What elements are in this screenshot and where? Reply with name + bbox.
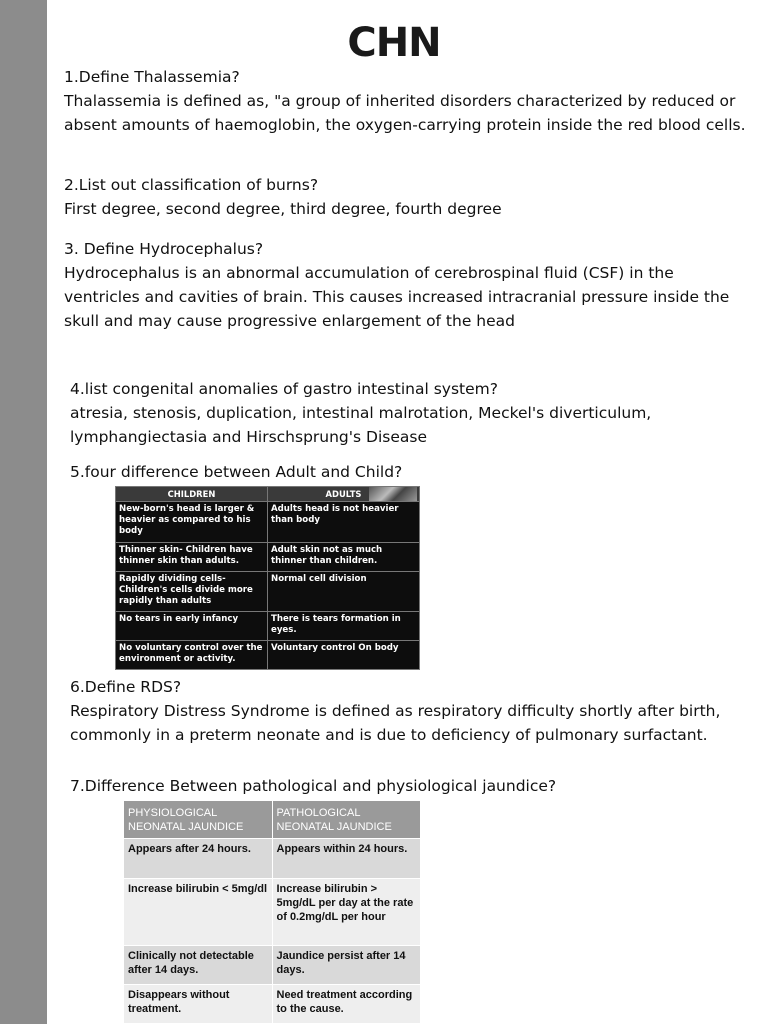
- table-row: [116, 542, 420, 571]
- table-cell: Need treatment according to the cause.: [272, 985, 421, 1024]
- table-row: [124, 985, 421, 1024]
- question-4-text: 4.list congenital anomalies of gastro intestinal system?: [70, 380, 498, 398]
- table-cell: Adult skin not as much thinner than children.: [268, 542, 420, 571]
- table-cell: Voluntary control On body: [268, 641, 420, 670]
- question-1-text: 1.Define Thalassemia?: [64, 68, 240, 86]
- table-header-children: CHILDREN: [116, 487, 268, 502]
- table-cell: Normal cell division: [268, 571, 420, 612]
- question-1: [64, 65, 754, 137]
- question-3: [64, 237, 754, 333]
- table-header-adults-label: ADULTS: [325, 489, 362, 499]
- question-5: [70, 460, 754, 484]
- answer-3-text: Hydrocephalus is an abnormal accumulation of cerebrospinal fluid (CSF) in the ventricles and cavities of brain. This causes increased intracranial pressure inside the skull and may cause progressive enlargement of the head: [64, 264, 730, 330]
- table-cell: Thinner skin- Children have thinner skin than adults.: [116, 542, 268, 571]
- table-cell: Adults head is not heavier than body: [268, 502, 420, 543]
- table-row: [116, 612, 420, 641]
- table-cell: Increase bilirubin < 5mg/dl: [124, 879, 273, 946]
- table-row: [116, 641, 420, 670]
- table-cell: No voluntary control over the environment or activity.: [116, 641, 268, 670]
- table-cell: Rapidly dividing cells- Children's cells divide more rapidly than adults: [116, 571, 268, 612]
- question-4: [70, 377, 754, 449]
- children-adults-table: [115, 486, 420, 670]
- table-row: [116, 502, 420, 543]
- answer-1-text: Thalassemia is defined as, "a group of inherited disorders characterized by reduced or absent amounts of haemoglobin, the oxygen-carrying protein inside the red blood cells.: [64, 92, 746, 134]
- table-cell: Appears within 24 hours.: [272, 839, 421, 879]
- left-margin-bar: [0, 0, 47, 1024]
- question-2: [64, 173, 754, 221]
- table-row: [124, 946, 421, 985]
- question-6: [70, 675, 754, 747]
- table-cell: There is tears formation in eyes.: [268, 612, 420, 641]
- question-7-text: 7.Difference Between pathological and physiological jaundice?: [70, 777, 557, 795]
- page-title: CHN: [347, 20, 441, 66]
- table-header-pathological: PATHOLOGICAL NEONATAL JAUNDICE: [272, 801, 421, 839]
- question-2-text: 2.List out classification of burns?: [64, 176, 319, 194]
- question-3-text: 3. Define Hydrocephalus?: [64, 240, 264, 258]
- table-row: [124, 839, 421, 879]
- decorative-image: [369, 487, 417, 501]
- answer-2-text: First degree, second degree, third degree, fourth degree: [64, 200, 502, 218]
- table-cell: Jaundice persist after 14 days.: [272, 946, 421, 985]
- table-cell: Clinically not detectable after 14 days.: [124, 946, 273, 985]
- answer-4-text: atresia, stenosis, duplication, intestinal malrotation, Meckel's diverticulum, lymphangiectasia and Hirschsprung's Disease: [70, 404, 652, 446]
- table-cell: Disappears without treatment.: [124, 985, 273, 1024]
- table-header-adults: [268, 487, 420, 502]
- table-row: [116, 571, 420, 612]
- table-cell: Appears after 24 hours.: [124, 839, 273, 879]
- question-7: [70, 774, 754, 798]
- table-row: [124, 879, 421, 946]
- table-header-physiological: PHYSIOLOGICAL NEONATAL JAUNDICE: [124, 801, 273, 839]
- question-6-text: 6.Define RDS?: [70, 678, 182, 696]
- table-cell: Increase bilirubin > 5mg/dL per day at the rate of 0.2mg/dL per hour: [272, 879, 421, 946]
- table-cell: No tears in early infancy: [116, 612, 268, 641]
- question-5-text: 5.four difference between Adult and Child?: [70, 463, 403, 481]
- answer-6-text: Respiratory Distress Syndrome is defined as respiratory difficulty shortly after birth, commonly in a preterm neonate and is due to deficiency of pulmonary surfactant.: [70, 702, 721, 744]
- jaundice-table: [123, 800, 421, 1024]
- table-cell: New-born's head is larger & heavier as compared to his body: [116, 502, 268, 543]
